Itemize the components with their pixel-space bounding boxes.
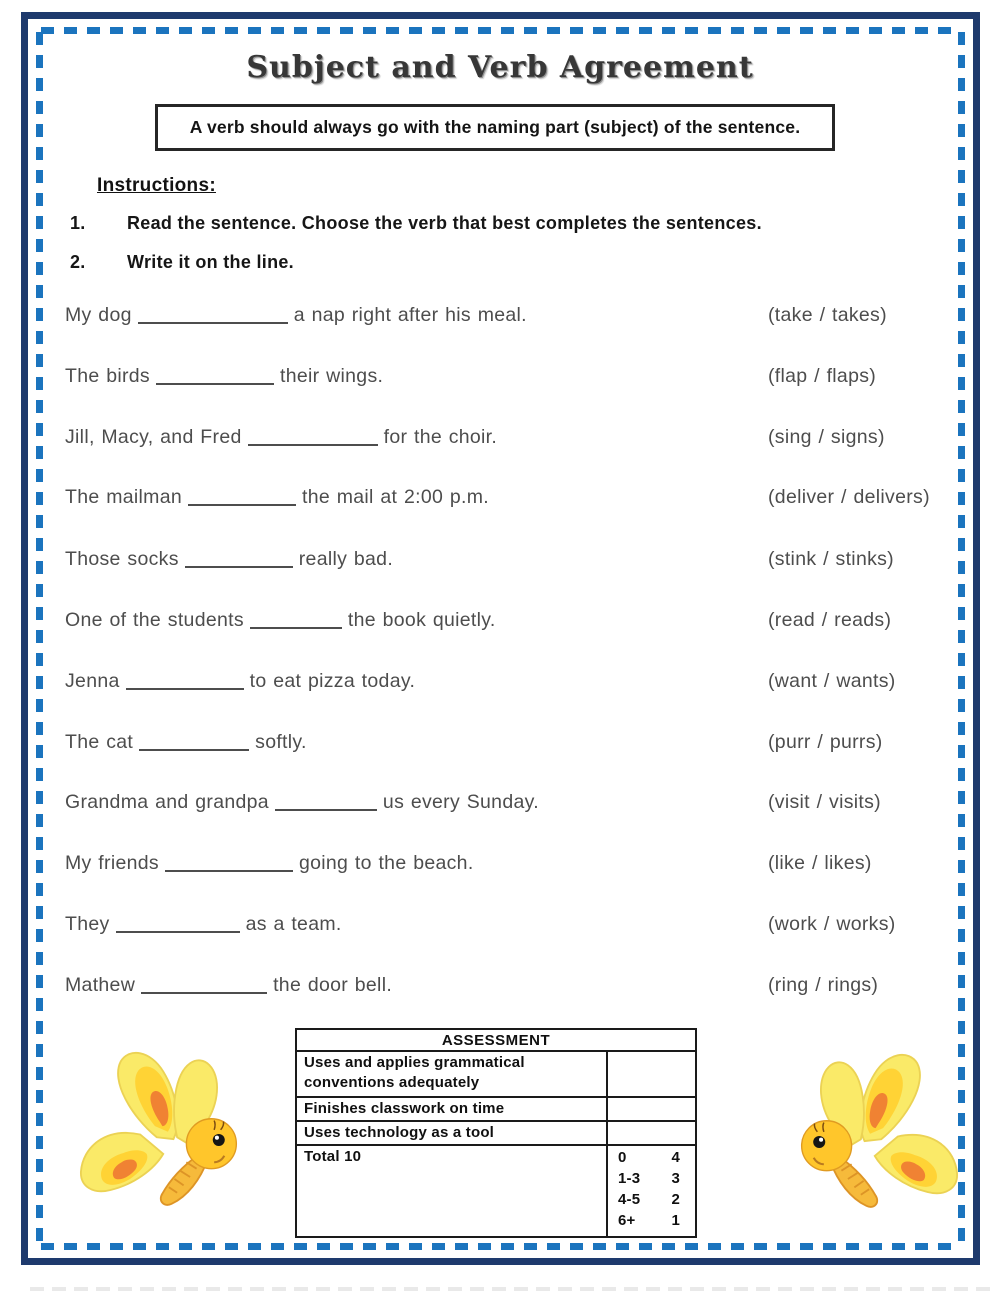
verb-options: (read / reads) — [768, 609, 892, 631]
stitch-border-left — [36, 32, 43, 1245]
table-row — [297, 1122, 695, 1146]
instruction-number: 2. — [70, 252, 86, 272]
exercise-row — [65, 791, 945, 817]
verb-options: (ring / rings) — [768, 974, 879, 996]
verb-options: (like / likes) — [768, 852, 872, 874]
sentence-post: to eat pizza today. — [249, 670, 416, 692]
answer-blank[interactable] — [275, 795, 377, 811]
verb-options: (visit / visits) — [768, 791, 881, 813]
sentence-pre: Mathew — [65, 974, 136, 996]
rule-box — [155, 104, 835, 151]
sentence-pre: The mailman — [65, 486, 183, 508]
page-title: Subject and Verb Agreement — [246, 50, 754, 85]
table-row — [297, 1146, 695, 1236]
score-value: 3 — [671, 1170, 680, 1187]
exercise-row — [65, 913, 945, 939]
sentence-pre: My dog — [65, 304, 132, 326]
verb-options: (take / takes) — [768, 304, 887, 326]
stitch-border-top — [41, 27, 960, 34]
scoring-line — [614, 1210, 689, 1231]
instruction-item — [70, 252, 930, 273]
answer-blank[interactable] — [138, 308, 288, 324]
instruction-item — [70, 213, 930, 234]
sentence-post: us every Sunday. — [382, 791, 539, 813]
assessment-score-cell — [608, 1052, 695, 1096]
instruction-number: 1. — [70, 213, 86, 233]
stitch-border-bottom — [41, 1243, 960, 1250]
verb-options: (flap / flaps) — [768, 365, 877, 387]
score-value: 1 — [671, 1212, 680, 1229]
table-row — [297, 1098, 695, 1122]
butterfly-icon — [785, 1040, 970, 1220]
exercise-row — [65, 852, 945, 878]
exercise-row — [65, 731, 945, 757]
verb-options: (want / wants) — [768, 670, 896, 692]
sentence-post: as a team. — [245, 913, 342, 935]
answer-blank[interactable] — [156, 369, 274, 385]
answer-blank[interactable] — [116, 917, 240, 933]
sentence-pre: One of the students — [65, 609, 244, 631]
sentence-post: softly. — [255, 731, 307, 753]
assessment-table — [295, 1028, 697, 1238]
scoring-grid — [608, 1146, 695, 1236]
sentence-post: going to the beach. — [298, 852, 474, 874]
scoring-line — [614, 1189, 689, 1210]
sentence-post: the door bell. — [273, 974, 393, 996]
score-range: 1-3 — [618, 1170, 641, 1187]
answer-blank[interactable] — [248, 430, 378, 446]
sentence-pre: The cat — [65, 731, 134, 753]
next-page-cutoff-artifact — [30, 1287, 990, 1291]
instruction-text: Read the sentence. Choose the verb that best completes the sentences. — [127, 213, 762, 233]
score-value: 2 — [671, 1191, 680, 1208]
criterion-label: Finishes classwork on time — [297, 1098, 608, 1120]
score-value: 4 — [671, 1149, 680, 1166]
exercise-row — [65, 426, 945, 452]
score-range: 6+ — [618, 1212, 636, 1229]
answer-blank[interactable] — [188, 490, 296, 506]
verb-options: (sing / signs) — [768, 426, 885, 448]
scoring-line — [614, 1168, 689, 1189]
table-row — [297, 1052, 695, 1098]
sentence-pre: Jenna — [65, 670, 120, 692]
exercise-row — [65, 609, 945, 635]
assessment-score-cell — [608, 1098, 695, 1120]
score-range: 4-5 — [618, 1191, 641, 1208]
criterion-label: Uses technology as a tool — [297, 1122, 608, 1144]
verb-options: (purr / purrs) — [768, 731, 883, 753]
sentence-pre: They — [65, 913, 110, 935]
verb-options: (work / works) — [768, 913, 896, 935]
criterion-label: Uses and applies grammatical conventions adequately — [297, 1052, 608, 1096]
sentence-post: their wings. — [280, 365, 384, 387]
sentence-pre: Jill, Macy, and Fred — [65, 426, 242, 448]
sentence-post: for the choir. — [383, 426, 498, 448]
sentence-pre: The birds — [65, 365, 150, 387]
assessment-score-cell — [608, 1122, 695, 1144]
sentence-pre: Grandma and grandpa — [65, 791, 269, 813]
sentence-pre: Those socks — [65, 548, 179, 570]
answer-blank[interactable] — [141, 978, 267, 994]
sentence-post: really bad. — [298, 548, 394, 570]
sentence-pre: My friends — [65, 852, 159, 874]
scoring-line — [614, 1147, 689, 1168]
instructions-heading: Instructions: — [97, 175, 216, 196]
answer-blank[interactable] — [126, 674, 244, 690]
verb-options: (deliver / delivers) — [768, 486, 930, 508]
exercise-row — [65, 304, 945, 330]
instruction-text: Write it on the line. — [127, 252, 294, 272]
exercise-row — [65, 548, 945, 574]
answer-blank[interactable] — [165, 856, 293, 872]
exercise-row — [65, 974, 945, 1000]
answer-blank[interactable] — [250, 613, 342, 629]
total-label: Total 10 — [297, 1146, 608, 1236]
score-range: 0 — [618, 1149, 627, 1166]
rule-box-text: A verb should always go with the naming part (subject) of the sentence. — [189, 117, 801, 137]
sentence-post: a nap right after his meal. — [293, 304, 527, 326]
sentence-post: the book quietly. — [347, 609, 496, 631]
answer-blank[interactable] — [139, 735, 249, 751]
answer-blank[interactable] — [185, 552, 293, 568]
exercise-row — [65, 486, 945, 512]
exercise-row — [65, 670, 945, 696]
assessment-header: ASSESSMENT — [297, 1030, 695, 1052]
butterfly-icon — [68, 1038, 253, 1218]
sentence-post: the mail at 2:00 p.m. — [302, 486, 489, 508]
verb-options: (stink / stinks) — [768, 548, 894, 570]
exercise-row — [65, 365, 945, 391]
